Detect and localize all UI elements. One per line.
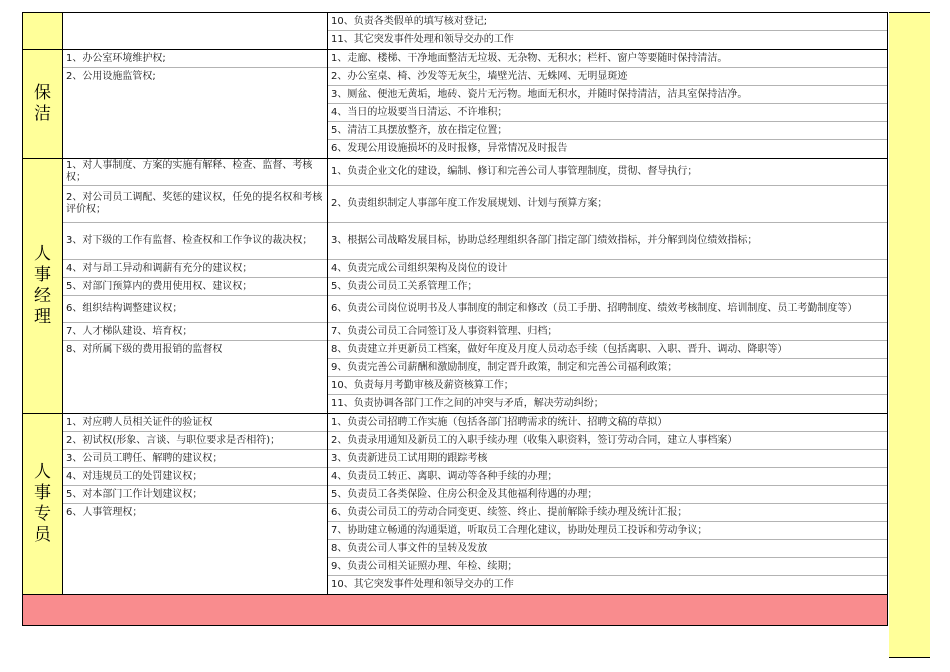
duty-line: 8、负责建立并更新员工档案，做好年度及月度人员动态手续（包括离职、入职、晋升、调动、降职等） bbox=[328, 341, 887, 359]
right-line: 1、对人事制度、方案的实施有解释、检查、监督、考核权； bbox=[63, 159, 327, 186]
duty-line: 1、负责企业文化的建设，编制、修订和完善公司人事管理制度，贯彻、督导执行； bbox=[328, 159, 887, 186]
duty-line: 10、其它突发事件处理和领导交办的工作 bbox=[331, 579, 514, 590]
duty-line: 10、负责每月考勤审核及薪资核算工作； bbox=[328, 377, 887, 395]
right-line: 2、对公司员工调配、奖惩的建议权，任免的提名权和考核评价权； bbox=[63, 186, 327, 223]
right-line: 6、人事管理权； bbox=[66, 507, 143, 518]
role-label: 人事经理 bbox=[34, 244, 51, 327]
duty-line: 7、负责公司员工合同签订及人事资料管理、归档； bbox=[328, 323, 887, 341]
right-line: 8、对所属下级的费用报销的监督权 bbox=[66, 344, 223, 355]
role-label: 人事专员 bbox=[34, 462, 51, 545]
right-line: 3、对下级的工作有监督、检查权和工作争议的裁决权； bbox=[63, 223, 327, 260]
duty-line: 11、其它突发事件处理和领导交办的工作 bbox=[331, 34, 514, 45]
duty-line: 8、负责公司人事文件的呈转及发放 bbox=[328, 540, 887, 558]
rights-cell bbox=[63, 414, 328, 595]
duty-line: 1、走廊、楼梯、干净地面整洁无垃圾、无杂物、无积水；栏杆、窗户等要随时保持清洁。 bbox=[328, 50, 887, 68]
role-label: 保洁 bbox=[34, 83, 51, 124]
duty-line: 10、负责各类假单的填写核对登记; bbox=[328, 13, 887, 31]
duty-line: 2、办公室桌、椅、沙发等无灰尘，墙壁光洁、无蛛网、无明显斑迹 bbox=[328, 68, 887, 86]
duty-line: 9、负责公司相关证照办理、年检、续期； bbox=[328, 558, 887, 576]
duty-line: 6、负责公司岗位说明书及人事制度的制定和修改（员工手册、招聘制度、绩效考核制度、培训制度、员工考勤制度等） bbox=[328, 296, 887, 323]
right-line: 2、公用设施监管权; bbox=[66, 71, 156, 82]
duty-line: 5、负责员工各类保险、住房公积金及其他福利待遇的办理； bbox=[328, 486, 887, 504]
responsibility-table bbox=[22, 12, 888, 626]
right-line: 4、对违规员工的处罚建议权； bbox=[63, 468, 327, 486]
role-cell bbox=[23, 414, 63, 595]
duty-line: 1、负责公司招聘工作实施（包括各部门招聘需求的统计、招聘文稿的草拟） bbox=[328, 414, 887, 432]
duty-line: 4、负责完成公司组织架构及岗位的设计 bbox=[328, 260, 887, 278]
duty-line: 4、负责员工转正、离职、调动等各种手续的办理； bbox=[328, 468, 887, 486]
right-line: 1、办公室环境维护权; bbox=[63, 50, 327, 68]
footer-row bbox=[23, 595, 888, 626]
role-cell bbox=[23, 50, 63, 159]
duties-cell bbox=[328, 159, 888, 414]
row-hr-specialist bbox=[23, 414, 888, 595]
duty-line: 5、清洁工具摆放整齐，放在指定位置； bbox=[328, 122, 887, 140]
duty-line: 3、负责新进员工试用期的跟踪考核 bbox=[328, 450, 887, 468]
duty-line: 9、负责完善公司薪酬和激励制度，制定晋升政策，制定和完善公司福利政策； bbox=[328, 359, 887, 377]
right-line: 6、组织结构调整建议权； bbox=[63, 296, 327, 323]
duties-cell bbox=[328, 414, 888, 595]
duty-line: 5、负责公司员工关系管理工作； bbox=[328, 278, 887, 296]
right-line: 7、人才梯队建设、培育权； bbox=[63, 323, 327, 341]
right-line: 4、对与昂工异动和调薪有充分的建议权； bbox=[63, 260, 327, 278]
rights-cell bbox=[63, 159, 328, 414]
right-line: 3、公司员工聘任、解聘的建议权； bbox=[63, 450, 327, 468]
duty-line: 7、协助建立畅通的沟通渠道，听取员工合理化建议，协助处理员工投诉和劳动争议； bbox=[328, 522, 887, 540]
footer-band bbox=[23, 595, 888, 626]
right-line: 5、对本部门工作计划建议权； bbox=[63, 486, 327, 504]
duty-line: 2、负责录用通知及新员工的入职手续办理（收集入职资料，签订劳动合同，建立人事档案） bbox=[328, 432, 887, 450]
duty-line: 2、负责组织制定人事部年度工作发展规划、计划与预算方案； bbox=[328, 186, 887, 223]
row-hr-manager bbox=[23, 159, 888, 414]
duties-cell bbox=[328, 13, 888, 50]
duty-line: 4、当日的垃圾要当日清运、不许堆积； bbox=[328, 104, 887, 122]
right-margin-bar bbox=[889, 12, 930, 658]
duty-line: 3、厕盆、便池无黄垢，地砖、瓷片无污物。地面无积水，并随时保持清洁，洁具室保持洁净。 bbox=[328, 86, 887, 104]
row-continuation bbox=[23, 13, 888, 50]
row-baojie bbox=[23, 50, 888, 159]
right-line: 2、初试权(形象、言谈、与职位要求是否相符)； bbox=[63, 432, 327, 450]
duties-cell bbox=[328, 50, 888, 159]
right-line: 1、对应聘人员相关证件的验证权 bbox=[63, 414, 327, 432]
rights-cell bbox=[63, 50, 328, 159]
role-cell-empty bbox=[23, 13, 63, 50]
rights-cell-empty bbox=[63, 13, 328, 50]
duty-line: 3、根据公司战略发展目标，协助总经理组织各部门指定部门绩效指标，并分解到岗位绩效指标； bbox=[328, 223, 887, 260]
duty-line: 11、负责协调各部门工作之间的冲突与矛盾，解决劳动纠纷； bbox=[331, 398, 604, 409]
right-line: 5、对部门预算内的费用使用权、建议权； bbox=[63, 278, 327, 296]
duty-line: 6、负责公司员工的劳动合同变更、续签、终止、提前解除手续办理及统计汇报； bbox=[328, 504, 887, 522]
role-cell bbox=[23, 159, 63, 414]
duty-line: 6、发现公用设施损坏的及时报修，异常情况及时报告 bbox=[331, 143, 568, 154]
